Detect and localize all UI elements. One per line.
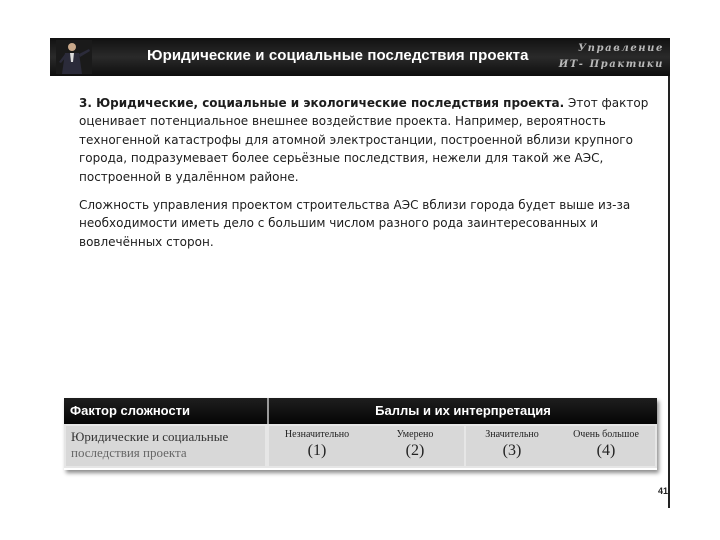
score-3 <box>466 429 558 461</box>
score-cell-low <box>269 426 464 466</box>
score-1-label: Незначительно <box>284 429 350 440</box>
factor-label <box>71 429 266 461</box>
score-4-number: (4) <box>596 442 616 459</box>
score-2 <box>369 429 461 461</box>
score-4-label: Очень большое <box>573 429 639 440</box>
slide-body <box>79 94 649 251</box>
factor-label-line-1: Юридические и социальные <box>71 429 229 444</box>
slide-title: Юридические и социальные последствия проекта <box>147 47 529 64</box>
score-cell-high <box>466 426 655 466</box>
page-number: 41 <box>657 486 668 496</box>
score-3-label: Значительно <box>485 429 539 440</box>
column-header-scores: Баллы и их интерпретация <box>375 403 551 418</box>
brand-logo-text <box>559 41 664 73</box>
paragraph-2: Сложность управления проектом строительства АЭС вблизи города будет выше из-за необходимости иметь дело с большим числом разного рода заинтересованных и вовлечённых сторон. <box>79 198 631 249</box>
paragraph-1-rest: Этот фактор оценивает потенциальное внешнее воздействие проекта. Например, вероятность техногенной катастрофы для атомной электростанции, построенной вблизи крупного города, подразумевает более серьёзные последствия, нежели для такой же АЭС, построенной в удалённом районе. <box>79 96 649 184</box>
table-row <box>64 424 657 468</box>
score-4 <box>560 429 652 461</box>
table-header-row <box>64 398 657 424</box>
paragraph-1 <box>79 94 649 186</box>
paragraph-1-lead: 3. Юридические, социальные и экологические последствия проекта. <box>79 96 565 110</box>
factor-label-line-2: последствия проекта <box>71 445 187 460</box>
score-1 <box>271 429 363 461</box>
factor-cell <box>66 426 265 466</box>
brand-line-2: ИТ- Практики <box>558 59 664 70</box>
slide-right-border <box>668 76 670 508</box>
slide-header <box>50 38 670 76</box>
score-3-number: (3) <box>502 442 522 459</box>
column-header-factor: Фактор сложности <box>70 403 191 418</box>
complexity-table <box>64 398 657 470</box>
score-1-number: (1) <box>307 442 327 459</box>
brand-line-1: Управление <box>577 43 664 54</box>
score-2-label: Умерено <box>396 429 434 440</box>
score-2-number: (2) <box>405 442 425 459</box>
presenter-figure-icon <box>56 40 92 74</box>
